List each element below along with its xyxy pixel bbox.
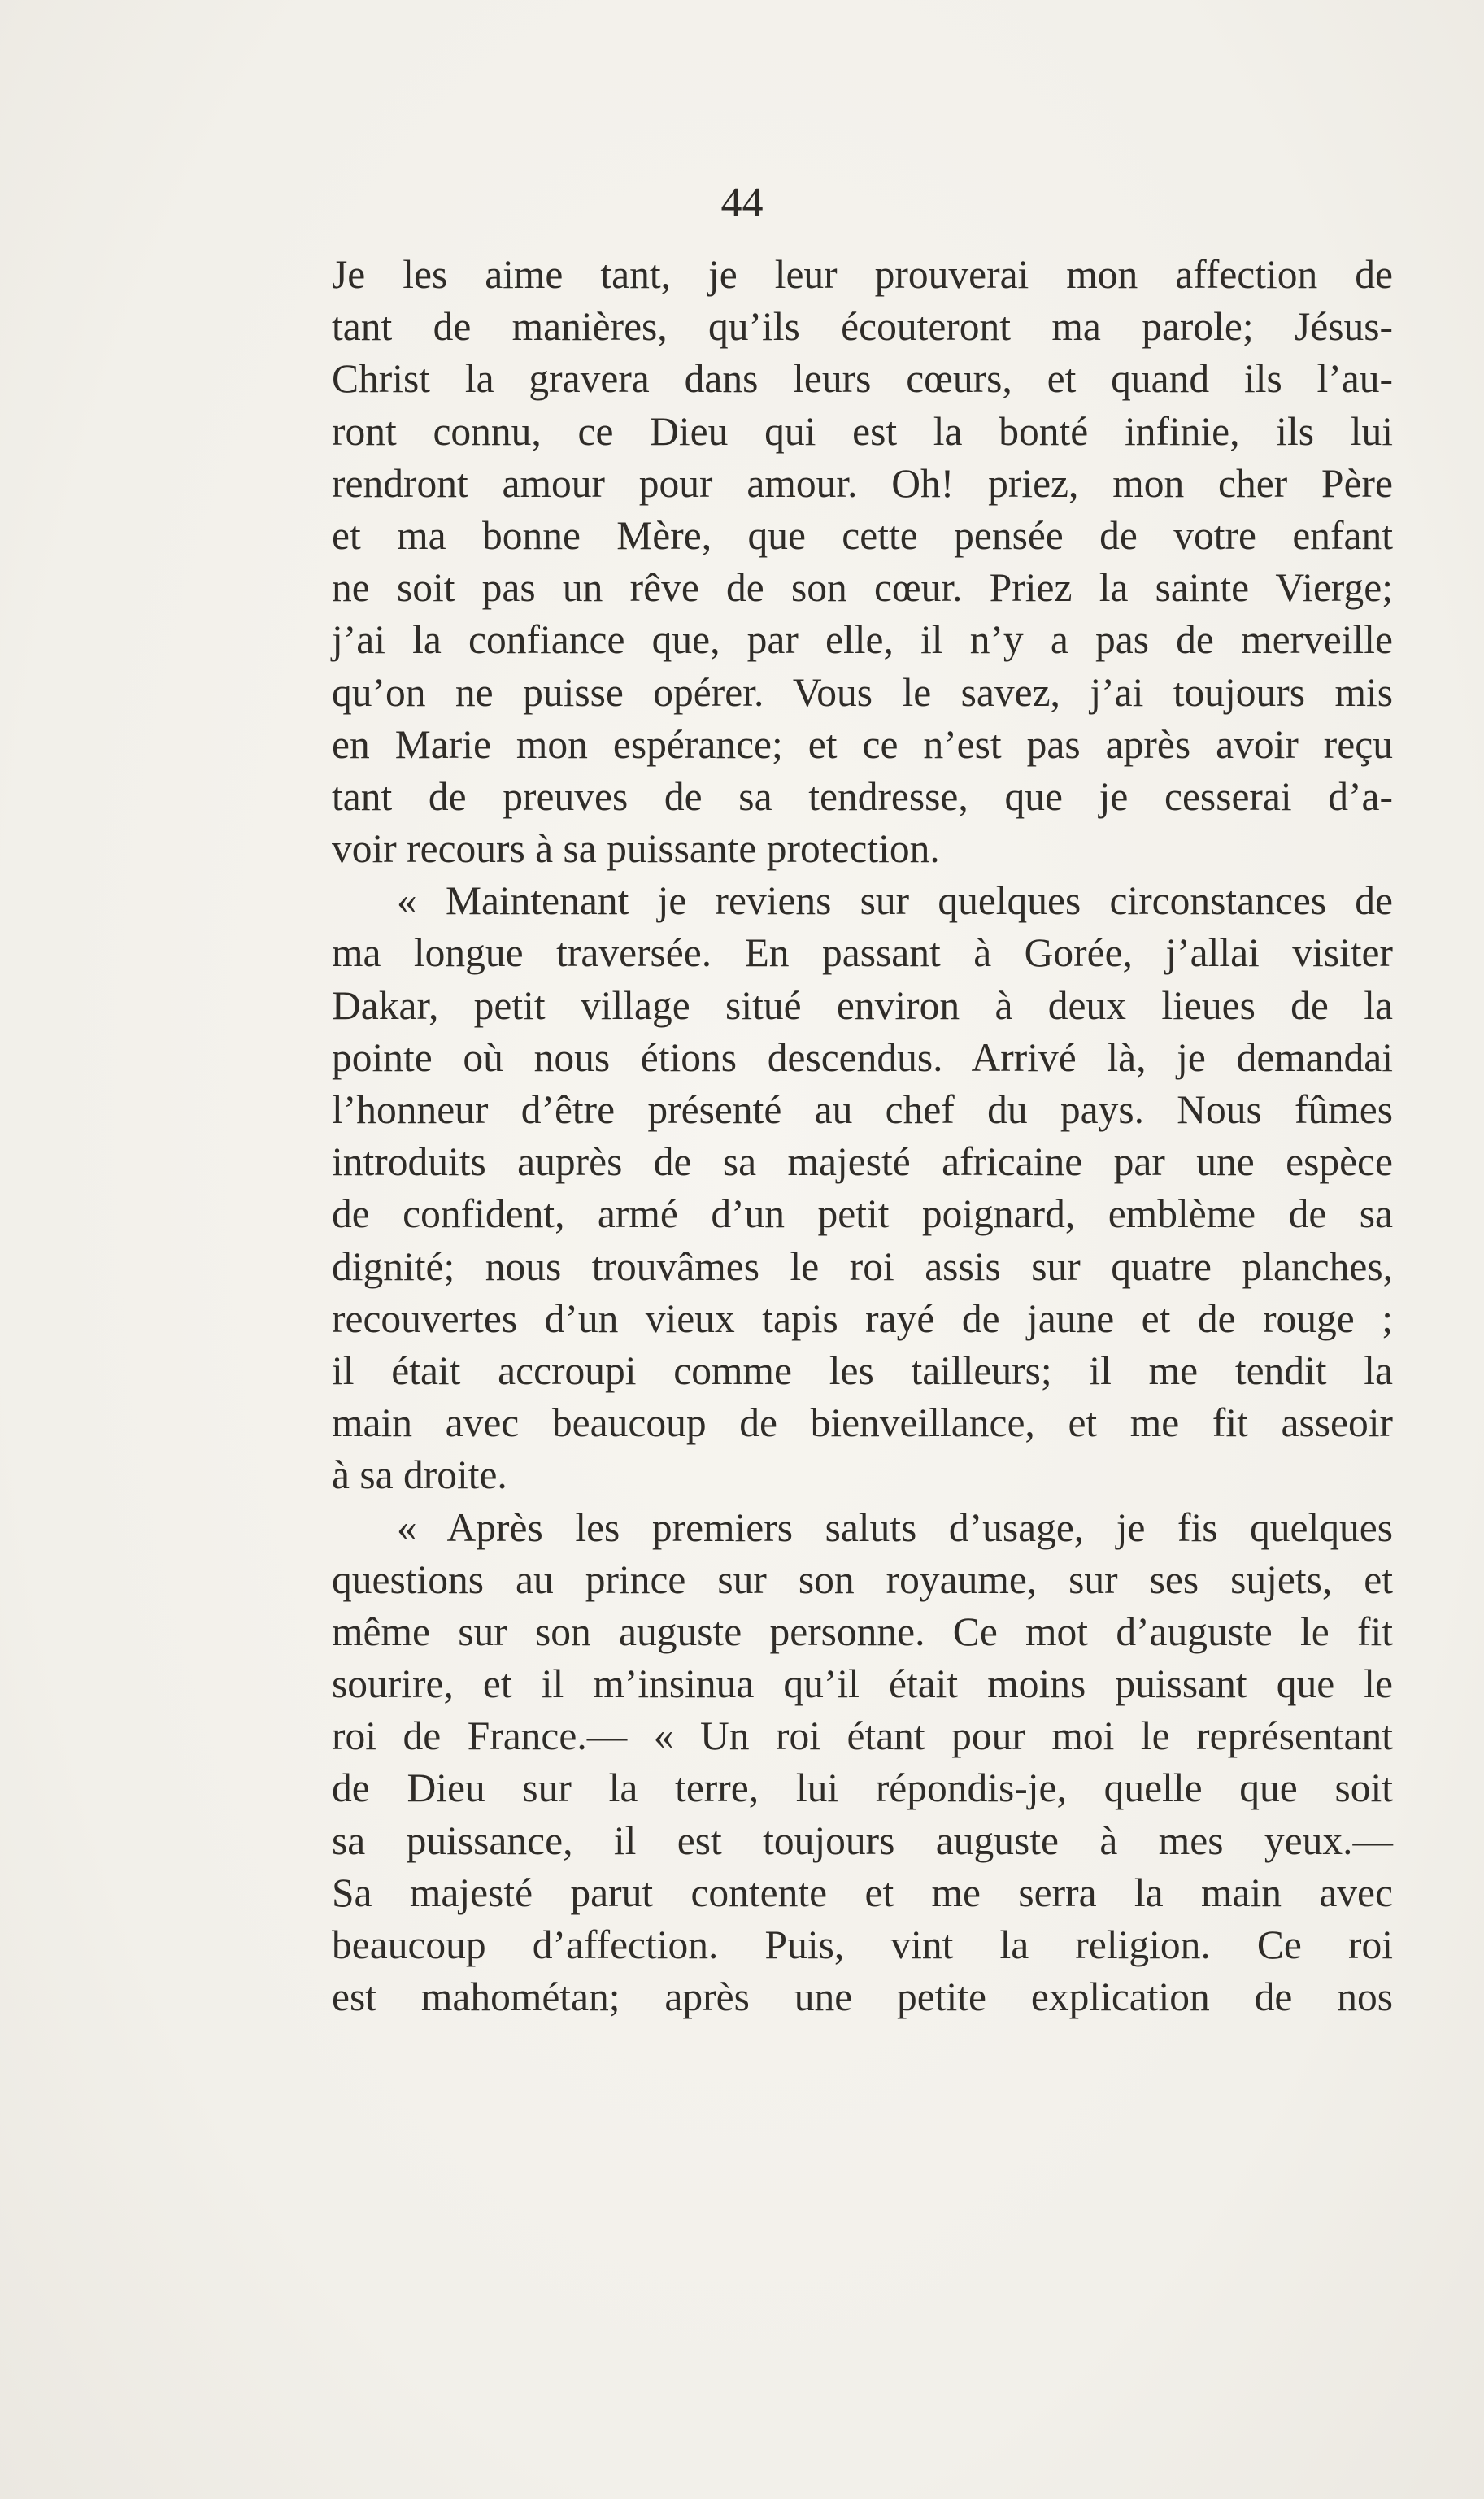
text-line: Christ la gravera dans leurs cœurs, et quand ils l’au- (332, 356, 1393, 402)
text-line: j’ai la confiance que, par elle, il n’y a pas de merveille (332, 617, 1393, 663)
text-line: pointe où nous étions descendus. Arrivé là, je demandai (332, 1034, 1393, 1080)
text-line: Sa majesté parut contente et me serra la main avec (332, 1870, 1393, 1915)
text-line: de confident, armé d’un petit poignard, emblème de sa (332, 1191, 1393, 1237)
text-line: « Maintenant je reviens sur quelques circonstances de (397, 878, 1393, 924)
text-line: roi de France.— « Un roi étant pour moi le représentant (332, 1713, 1393, 1759)
text-line: « Après les premiers saluts d’usage, je fis quelques (397, 1504, 1393, 1550)
text-line: l’honneur d’être présenté au chef du pays. Nous fûmes (332, 1087, 1393, 1132)
text-line: en Marie mon espérance; et ce n’est pas après avoir reçu (332, 721, 1393, 767)
text-line: il était accroupi comme les tailleurs; il me tendit la (332, 1347, 1393, 1393)
text-line: sa puissance, il est toujours auguste à mes yeux.— (332, 1818, 1393, 1863)
page-text (332, 249, 1393, 2023)
text-line: rendront amour pour amour. Oh! priez, mon cher Père (332, 460, 1393, 506)
text-line: Dakar, petit village situé environ à deux lieues de la (332, 982, 1393, 1028)
text-line: voir recours à sa puissante protection. (332, 826, 940, 872)
text-line: dignité; nous trouvâmes le roi assis sur quatre planches, (332, 1243, 1393, 1289)
text-line: à sa droite. (332, 1452, 507, 1498)
text-line: qu’on ne puisse opérer. Vous le savez, j’ai toujours mis (332, 669, 1393, 715)
text-line: est mahométan; après une petite explication de nos (332, 1974, 1393, 2020)
text-line: recouvertes d’un vieux tapis rayé de jaune et de rouge ; (332, 1295, 1393, 1341)
text-line: et ma bonne Mère, que cette pensée de votre enfant (332, 512, 1393, 558)
text-line: introduits auprès de sa majesté africaine par une espèce (332, 1139, 1393, 1185)
text-line: ront connu, ce Dieu qui est la bonté infinie, ils lui (332, 408, 1393, 454)
text-line: même sur son auguste personne. Ce mot d’auguste le fit (332, 1609, 1393, 1654)
text-line: tant de manières, qu’ils écouteront ma parole; Jésus- (332, 304, 1393, 350)
text-line: questions au prince sur son royaume, sur ses sujets, et (332, 1556, 1393, 1602)
text-line: de Dieu sur la terre, lui répondis-je, quelle que soit (332, 1765, 1393, 1811)
text-line: sourire, et il m’insinua qu’il était moins puissant que le (332, 1661, 1393, 1707)
text-line: ma longue traversée. En passant à Gorée, j’allai visiter (332, 930, 1393, 976)
text-line: main avec beaucoup de bienveillance, et me fit asseoir (332, 1400, 1393, 1446)
page-number: 44 (720, 180, 764, 226)
text-line: ne soit pas un rêve de son cœur. Priez la sainte Vierge; (332, 565, 1393, 611)
text-line: Je les aime tant, je leur prouverai mon affection de (332, 252, 1393, 297)
text-line: beaucoup d’affection. Puis, vint la religion. Ce roi (332, 1922, 1393, 1967)
text-line: tant de preuves de sa tendresse, que je cesserai d’a- (332, 773, 1393, 819)
